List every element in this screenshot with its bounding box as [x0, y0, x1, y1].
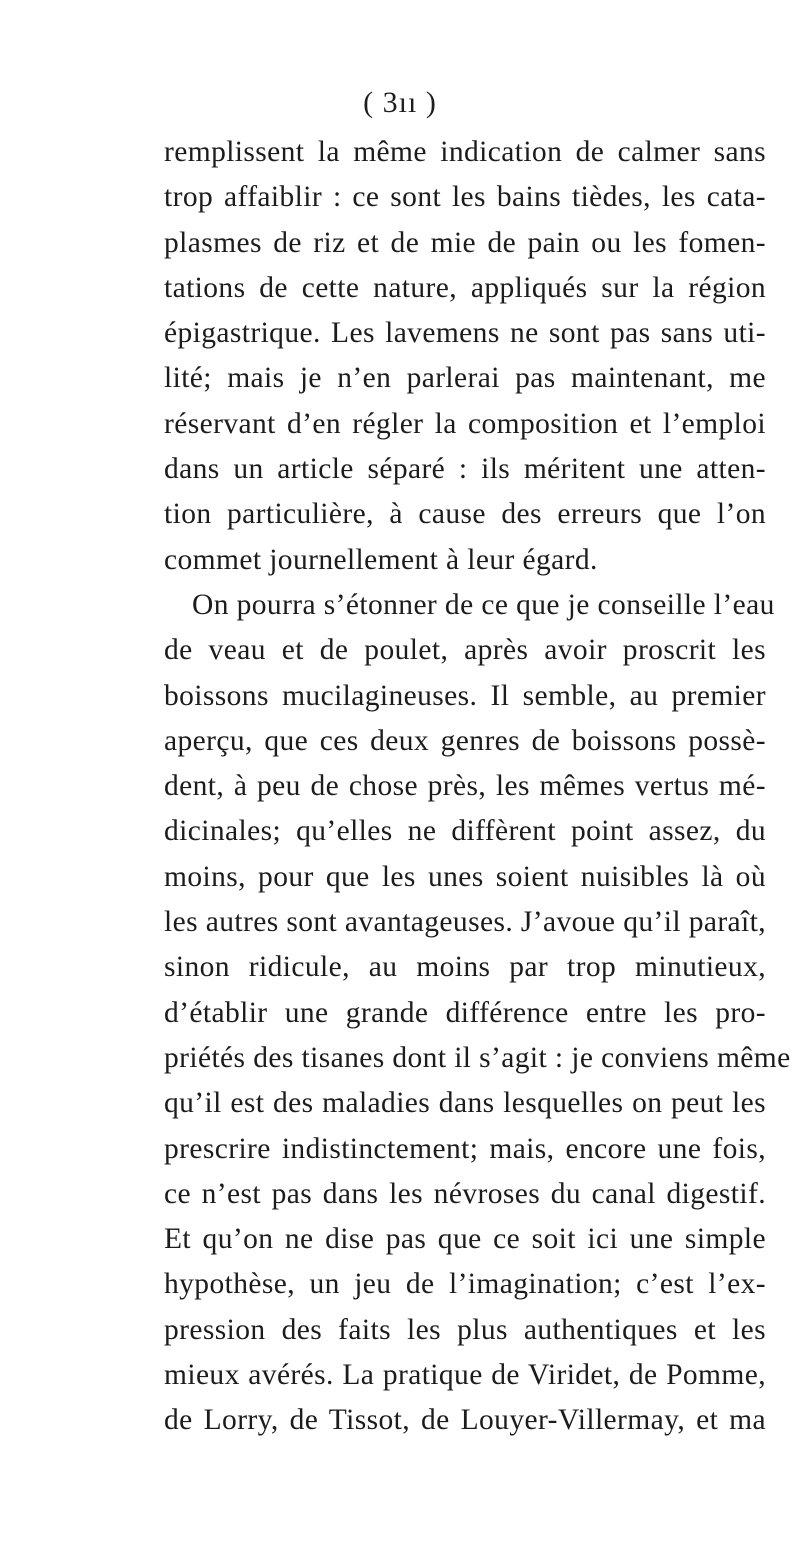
text-line: mieux avérés. La pratique de Viridet, de Pomme,	[164, 1359, 766, 1392]
paragraph-end-line: commet journellement à leur égard.	[164, 543, 598, 576]
text-line: aperçu, que ces deux genres de boissons possè-	[164, 724, 766, 757]
text-line: tion particulière, à cause des erreurs que l’on	[164, 498, 766, 531]
text-line: de Lorry, de Tissot, de Louyer-Villermay, et ma	[164, 1404, 766, 1437]
text-line: ce n’est pas dans les névroses du canal digestif.	[164, 1177, 766, 1210]
body-text	[164, 130, 791, 1444]
text-line: épigastrique. Les lavemens ne sont pas sans uti-	[164, 317, 766, 350]
text-line: dent, à peu de chose près, les mêmes vertus mé-	[164, 770, 766, 803]
text-line: tations de cette nature, appliqués sur la région	[164, 271, 766, 304]
text-line: trop affaiblir : ce sont les bains tièdes, les cata-	[164, 181, 766, 214]
text-line: de veau et de poulet, après avoir proscrit les	[164, 634, 766, 667]
text-line: hypothèse, un jeu de l’imagination; c’est l’ex-	[164, 1268, 766, 1301]
text-line: Et qu’on ne dise pas que ce soit ici une simple	[164, 1223, 766, 1256]
text-line: les autres sont avantageuses. J’avoue qu’il paraît,	[164, 906, 767, 939]
text-line: dans un article séparé : ils méritent une atten-	[164, 453, 766, 486]
text-line: moins, pour que les unes soient nuisibles là où	[164, 860, 766, 893]
text-line: d’établir une grande différence entre les pro-	[164, 996, 766, 1029]
text-line: prescrire indistinctement; mais, encore une fois,	[164, 1132, 766, 1165]
text-line: priétés des tisanes dont il s’agit : je conviens même	[164, 1041, 791, 1074]
text-line: pression des faits les plus authentiques et les	[164, 1313, 766, 1346]
text-line: dicinales; qu’elles ne diffèrent point assez, du	[164, 815, 766, 848]
paragraph-start-line: On pourra s’étonner de ce que je conseille l’eau	[192, 588, 775, 621]
text-line: réservant d’en régler la composition et l’emploi	[164, 407, 766, 440]
text-line: qu’il est des maladies dans lesquelles on peut les	[164, 1087, 766, 1120]
text-line: plasmes de riz et de mie de pain ou les fomen-	[164, 226, 766, 259]
text-line: lité; mais je n’en parlerai pas maintenant, me	[164, 362, 766, 395]
text-line: sinon ridicule, au moins par trop minutieux,	[164, 951, 766, 984]
page-number: ( 3ıı )	[363, 86, 437, 119]
text-line: boissons mucilagineuses. Il semble, au premier	[164, 679, 766, 712]
text-line: remplissent la même indication de calmer sans	[164, 136, 766, 168]
